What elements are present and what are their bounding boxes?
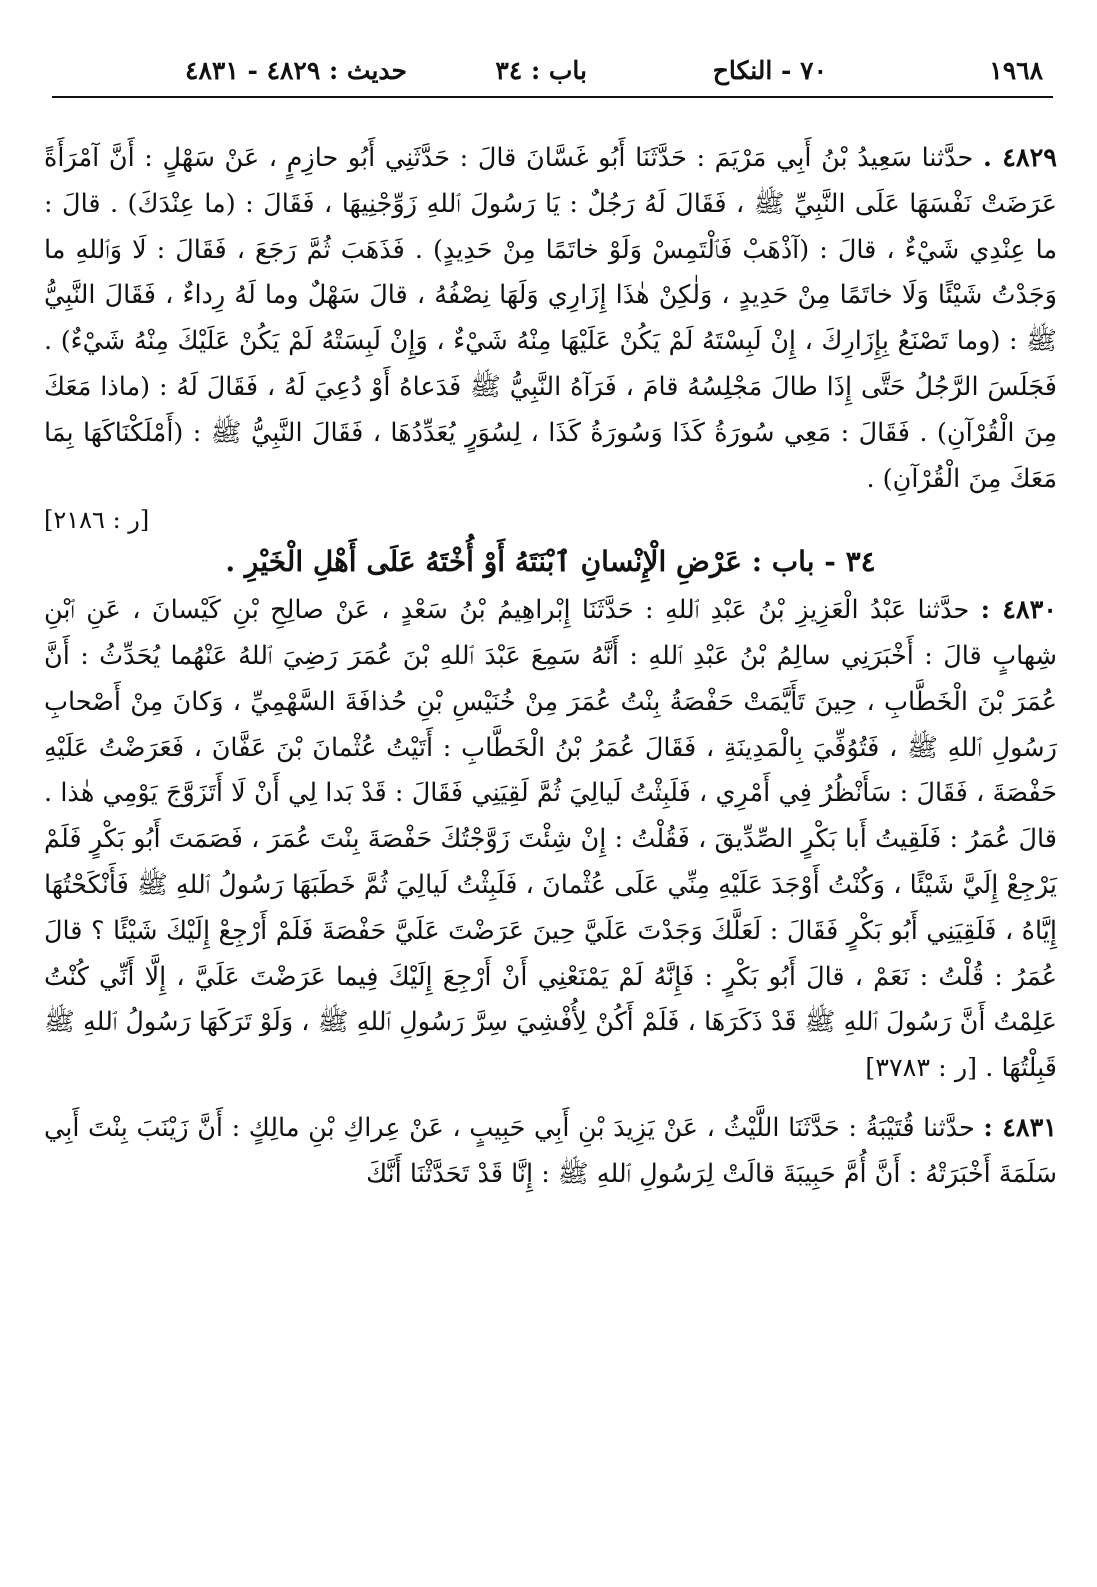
hadith-text: حدَّثنا قُتَيْبَةُ : حَدَّثَنَا اللَّيْثُ ، عَنْ يَزِيدَ بْنِ أَبِي حَبِيبٍ ، عَنْ عِراكِ بْنِ مالِكٍ : أَنَّ زَيْنَبَ بِنْتَ أَبِي سَلَمَةَ أَخْبَرَتْهُ : أَنَّ أُمَّ حَبِيبَةَ قالَتْ لِرَسُولِ ٱللهِ ﷺ : إِنَّا قَدْ تَحَدَّثْنَا أَنَّكَ — [44, 1112, 1057, 1189]
book-page — [44, 40, 1058, 1189]
chapter-heading: ٣٤ - باب : عَرْضِ الْإِنْسانِ ٱبْنَتَهُ أَوْ أُخْتَهُ عَلَى أَهْلِ الْخَيْرِ . — [225, 545, 876, 579]
page-number: ١٩٦٨ — [989, 56, 1043, 85]
hadith-text: حدَّثنا سَعِيدُ بْنُ أَبِي مَرْيَمَ : حَدَّثَنَا أَبُو غَسَّانَ قالَ : حَدَّثَنِي أَبُو حازِمٍ ، عَنْ سَهْلٍ : أَنَّ آمْرَأَةً عَرَضَتْ نَفْسَهَا عَلَى النَّبِيِّ ﷺ ، فَقَالَ لَهُ رَجُلٌ : يَا رَسُولَ ٱللهِ زَوِّجْنِيهَا ، فَقَالَ : (ما عِنْدَكَ) . قالَ : ما عِنْدِي شَيْءٌ ، قالَ : (آذْهَبْ فَٱلْتَمِسْ وَلَوْ خاتَمًا مِنْ حَدِيدٍ) . فَذَهَبَ ثُمَّ رَجَعَ ، فَقَالَ : لَا وَٱللهِ ما وَجَدْتُ شَيْئًا وَلَا خاتَمًا مِنْ حَدِيدٍ ، وَلٰكِنْ هٰذَا إِزَارِي وَلَهَا نِصْفُهُ ، قالَ سَهْلٌ وما لَهُ رِداءٌ ، فَقَالَ النَّبِيُّ ﷺ : (وما تَصْنَعُ بِإِزَارِكَ ، إِنْ لَبِسْتَهُ لَمْ يَكُنْ عَلَيْهَا مِنْهُ شَيْءٌ ، وَإِنْ لَبِسَتْهُ لَمْ يَكُنْ عَلَيْكَ مِنْهُ شَيْءٌ) . فَجَلَسَ الرَّجُلُ حَتَّى إِذَا طالَ مَجْلِسُهُ قامَ ، فَرَآهُ النَّبِيُّ ﷺ فَدَعاهُ أَوْ دُعِيَ لَهُ ، فَقَالَ لَهُ : (ماذا مَعَكَ مِنَ الْقُرْآنِ) . فَقَالَ : مَعِي سُورَةُ كَذَا وَسُورَةُ كَذَا ، لِسُوَرٍ يُعَدِّدُهَا ، فَقَالَ النَّبِيُّ ﷺ : (أَمْلَكْنَاكَهَا بِمَا مَعَكَ مِنَ الْقُرْآنِ) . — [44, 143, 1057, 494]
hadith-number: ٤٨٣١ : — [983, 1112, 1058, 1143]
hadith-4831 — [44, 1106, 1057, 1198]
header-rule — [52, 96, 1053, 98]
book-title: ٧٠ - النكاح — [712, 56, 827, 85]
hadith-range: حديث : ٤٨٢٩ - ٤٨٣١ — [185, 56, 407, 85]
hadith-4830 — [44, 588, 1057, 1092]
page-body — [44, 136, 1057, 1198]
running-header — [44, 40, 1057, 90]
cross-reference: [ر : ٢١٨٦] — [44, 506, 150, 535]
hadith-text: حدَّثنا عَبْدُ الْعَزِيزِ بْنُ عَبْدِ ٱللهِ : حَدَّثَنَا إِبْراهِيمُ بْنُ سَعْدٍ ، عَنْ صالِحِ بْنِ كَيْسانَ ، عَنِ ٱبْنِ شِهابٍ قالَ : أَخْبَرَنِي سالِمُ بْنُ عَبْدِ ٱللهِ : أَنَّهُ سَمِعَ عَبْدَ ٱللهِ بْنَ عُمَرَ رَضِيَ ٱللهُ عَنْهُما يُحَدِّثُ : أَنَّ عُمَرَ بْنَ الْخَطَّابِ ، حِينَ تَأَيَّمَتْ حَفْصَةُ بِنْتُ عُمَرَ مِنْ خُنَيْسِ بْنِ حُذافَةَ السَّهْمِيِّ ، وَكانَ مِنْ أَصْحابِ رَسُولِ ٱللهِ ﷺ ، فَتُوُفِّيَ بِالْمَدِينَةِ ، فَقَالَ عُمَرُ بْنُ الْخَطَّابِ : أَتَيْتُ عُثْمانَ بْنَ عَفَّانَ ، فَعَرَضْتُ عَلَيْهِ حَفْصَةَ ، فَقَالَ : سَأَنْظُرُ فِي أَمْرِي ، فَلَبِثْتُ لَيالِيَ ثُمَّ لَقِيَنِي فَقَالَ : قَدْ بَدا لِي أَنْ لَا أَتَزَوَّجَ يَوْمِي هٰذا . قالَ عُمَرُ : فَلَقِيتُ أَبا بَكْرٍ الصِّدِّيقَ ، فَقُلْتُ : إِنْ شِئْتَ زَوَّجْتُكَ حَفْصَةَ بِنْتَ عُمَرَ ، فَصَمَتَ أَبُو بَكْرٍ فَلَمْ يَرْجِعْ إِلَيَّ شَيْئًا ، وَكُنْتُ أَوْجَدَ عَلَيْهِ مِنِّي عَلَى عُثْمانَ ، فَلَبِثْتُ لَيالِيَ ثُمَّ خَطَبَهَا رَسُولُ ٱللهِ ﷺ فَأَنْكَحْتُهَا إِيَّاهُ ، فَلَقِيَنِي أَبُو بَكْرٍ فَقَالَ : لَعَلَّكَ وَجَدْتَ عَلَيَّ حِينَ عَرَضْتَ عَلَيَّ حَفْصَةَ فَلَمْ أَرْجِعْ إِلَيْكَ شَيْئًا ؟ قالَ عُمَرُ : قُلْتُ : نَعَمْ ، قالَ أَبُو بَكْرٍ : فَإِنَّهُ لَمْ يَمْنَعْنِي أَنْ أَرْجِعَ إِلَيْكَ فِيما عَرَضْتَ عَلَيَّ ، إِلَّا أَنِّي كُنْتُ عَلِمْتُ أَنَّ رَسُولَ ٱللهِ ﷺ قَدْ ذَكَرَهَا ، فَلَمْ أَكُنْ لِأُفْشِيَ سِرَّ رَسُولِ ٱللهِ ﷺ ، وَلَوْ تَرَكَهَا رَسُولُ ٱللهِ ﷺ قَبِلْتُهَا . — [44, 595, 1057, 1084]
hadith-number: ٤٨٣٠ : — [980, 595, 1057, 626]
cross-reference: [ر : ٣٧٨٣] — [865, 1053, 978, 1084]
hadith-4829 — [44, 136, 1057, 544]
chapter-number: باب : ٣٤ — [495, 56, 587, 85]
paragraph-gap — [44, 1092, 1057, 1106]
hadith-number: ٤٨٢٩ . — [982, 143, 1057, 173]
